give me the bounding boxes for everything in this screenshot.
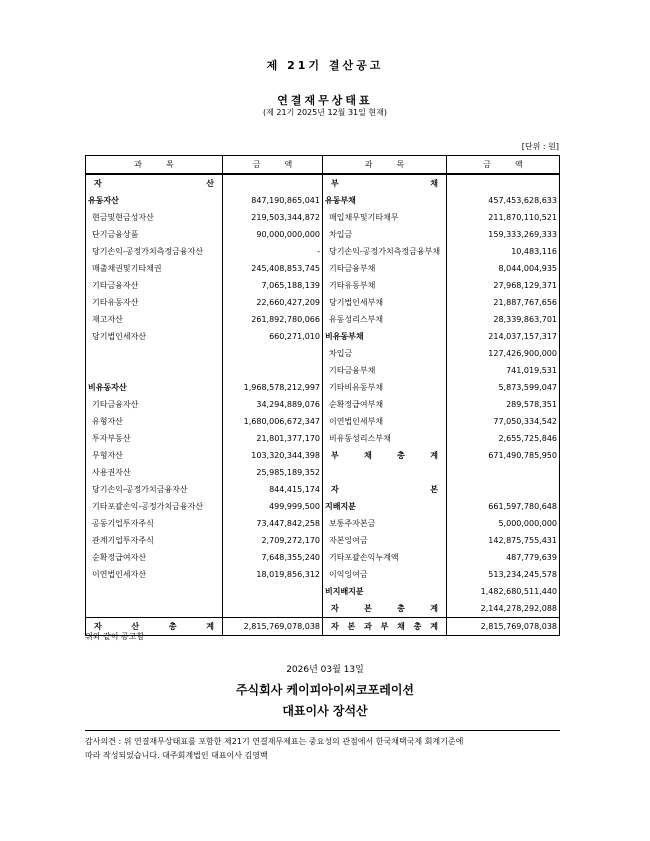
liability-amount: 28,339,863,701 (447, 311, 560, 328)
asset-account: 현금및현금성자산 (92, 212, 154, 222)
liability-account: 기타비유동부채 (323, 379, 447, 396)
table-row (86, 294, 560, 311)
label-char: 자 (94, 621, 102, 631)
asset-amount: 261,892,780,066 (223, 311, 323, 328)
asset-account (86, 174, 223, 192)
liability-account: 이연법인세부채 (323, 413, 447, 430)
asset-amount (223, 362, 323, 379)
label-char: 부 (331, 178, 339, 188)
asset-account: 재고자산 (92, 314, 123, 324)
header-amount-right: 금 액 (447, 156, 560, 175)
label-char: 자 (331, 621, 339, 631)
notice-note: 위와 같이 공고함 (85, 632, 145, 641)
liability-amount: 2,144,278,292,088 (447, 600, 560, 618)
label-char: 총 (397, 603, 405, 613)
table-row (86, 311, 560, 328)
liability-amount: 289,578,351 (447, 396, 560, 413)
table-row (86, 566, 560, 583)
label-char: 채 (397, 621, 405, 631)
spread-label (325, 482, 444, 498)
asset-amount: 103,320,344,398 (223, 447, 323, 464)
label-char: 총 (168, 621, 177, 631)
liability-amount: 8,044,004,935 (447, 260, 560, 277)
liability-account (323, 447, 447, 464)
asset-amount: 73,447,842,258 (223, 515, 323, 532)
liability-account (323, 174, 447, 192)
liability-account: 기타유동부채 (323, 277, 447, 294)
asset-account: 기타금융자산 (92, 280, 139, 290)
label-char: 본 (364, 603, 372, 613)
table-row (86, 549, 560, 566)
asset-amount (223, 600, 323, 618)
spread-label (325, 619, 444, 635)
table-row (86, 277, 560, 294)
unit-label: [단위 : 원] (521, 142, 559, 151)
table-row (86, 362, 560, 379)
liability-amount: 21,887,767,656 (447, 294, 560, 311)
liability-account: 비유동부채 (323, 328, 447, 345)
label-char: 자 (331, 484, 339, 494)
asset-amount: 34,294,889,076 (223, 396, 323, 413)
asset-amount: - (223, 243, 323, 260)
balance-sheet-table (85, 155, 560, 636)
asset-amount: 2,815,769,078,038 (223, 618, 323, 636)
liability-amount (447, 481, 560, 498)
asset-account: 공동기업투자주식 (92, 518, 154, 528)
table-row (86, 260, 560, 277)
asset-account: 유동자산 (88, 195, 119, 205)
asset-amount (223, 345, 323, 362)
company-name: 주식회사 케이피아이씨코포레이션 (235, 683, 415, 697)
spread-label (88, 176, 220, 192)
liability-account: 차입금 (323, 226, 447, 243)
liability-account (323, 618, 447, 636)
liability-account (323, 481, 447, 498)
label-char: 총 (397, 450, 405, 460)
label-char: 자 (94, 178, 102, 188)
label-char: 부 (380, 621, 389, 631)
ceo-name: 대표이사 장석산 (282, 704, 368, 718)
liability-account: 기타금융부채 (323, 260, 447, 277)
asset-amount: 847,190,865,041 (223, 192, 323, 209)
asset-account: 유형자산 (92, 416, 123, 426)
table-row (86, 345, 560, 362)
label-char: 채 (430, 178, 438, 188)
table-row (86, 464, 560, 481)
liability-amount: 159,333,269,333 (447, 226, 560, 243)
table-row (86, 532, 560, 549)
asset-account: 당기손익-공정가치금융자산 (92, 484, 188, 494)
asset-account: 사용권자산 (92, 467, 131, 477)
label-char: 과 (364, 621, 372, 631)
liability-account: 보통주자본금 (323, 515, 447, 532)
table-row (86, 192, 560, 209)
spread-label (325, 448, 444, 464)
label-char: 산 (206, 178, 214, 188)
table-row (86, 243, 560, 260)
asset-amount: 660,271,010 (223, 328, 323, 345)
asset-amount: 1,968,578,212,997 (223, 379, 323, 396)
table-row (86, 583, 560, 600)
table-row (86, 447, 560, 464)
liability-amount: 5,873,599,047 (447, 379, 560, 396)
table-row (86, 226, 560, 243)
liability-amount: 211,870,110,521 (447, 209, 560, 226)
asset-amount: 1,680,006,672,347 (223, 413, 323, 430)
label-char: 자 (331, 603, 339, 613)
asset-amount: 499,999,500 (223, 498, 323, 515)
liability-amount: 77,050,334,542 (447, 413, 560, 430)
table-row (86, 481, 560, 498)
liability-account: 비유동성리스부채 (323, 430, 447, 447)
liability-account: 순확정급여부채 (323, 396, 447, 413)
table-row (86, 430, 560, 447)
asset-amount: 22,660,427,209 (223, 294, 323, 311)
liability-amount: 661,597,780,648 (447, 498, 560, 515)
asset-account: 당기손익-공정가치측정금융자산 (92, 246, 204, 256)
liability-account: 당기손익-공정가치측정금융부채 (323, 243, 447, 260)
asset-amount: 18,019,856,312 (223, 566, 323, 583)
label-char: 계 (430, 603, 438, 613)
liability-account: 유동부채 (323, 192, 447, 209)
liability-amount: 214,037,157,317 (447, 328, 560, 345)
liability-amount: 487,779,639 (447, 549, 560, 566)
spread-label (325, 176, 444, 192)
label-char: 총 (413, 621, 422, 631)
asset-account: 기타금융자산 (92, 399, 139, 409)
liability-account: 지배지분 (323, 498, 447, 515)
liability-account (323, 600, 447, 618)
liability-account: 당기법인세부채 (323, 294, 447, 311)
audit-opinion-line: 감사의견 : 위 연결재무상태표를 포함한 제21기 연결재무제표는 중요성의 관점에서 한국채택국제 회계기준에 (85, 737, 464, 746)
asset-account: 단기금융상품 (92, 229, 139, 239)
asset-account (86, 345, 223, 362)
asset-account: 기타포괄손익-공정가치금융자산 (92, 501, 204, 511)
asset-amount: 245,408,853,745 (223, 260, 323, 277)
liability-amount: 10,483,116 (447, 243, 560, 260)
liability-amount: 2,815,769,078,038 (447, 618, 560, 636)
asset-amount: 844,415,174 (223, 481, 323, 498)
liability-amount: 27,968,129,371 (447, 277, 560, 294)
liability-amount: 5,000,000,000 (447, 515, 560, 532)
asset-account: 순확정급여자산 (92, 552, 147, 562)
liability-amount: 2,655,725,846 (447, 430, 560, 447)
liability-account: 자본잉여금 (323, 532, 447, 549)
asset-account: 투자부동산 (92, 433, 131, 443)
asset-amount (223, 583, 323, 600)
table-row (86, 413, 560, 430)
asset-amount: 7,065,188,139 (223, 277, 323, 294)
label-char: 부 (331, 450, 339, 460)
liability-amount: 1,482,680,511,440 (447, 583, 560, 600)
liability-account: 매입채무및기타채무 (323, 209, 447, 226)
label-char: 계 (430, 621, 438, 631)
statement-title: 연결재무상태표 (277, 94, 373, 107)
header-account-left: 과 목 (86, 156, 223, 175)
audit-opinion-line: 따라 작성되었습니다. 대주회계법인 대표이사 김영백 (85, 751, 268, 760)
asset-account: 무형자산 (92, 450, 123, 460)
statement-period: (제 21기 2025년 12월 31일 현재) (263, 108, 387, 117)
asset-amount (223, 174, 323, 192)
label-char: 계 (206, 621, 214, 631)
spread-label (325, 601, 444, 617)
asset-account: 당기법인세자산 (92, 331, 147, 341)
asset-account (86, 583, 223, 600)
asset-account (86, 600, 223, 618)
label-char: 계 (430, 450, 438, 460)
asset-amount: 7,648,355,240 (223, 549, 323, 566)
table-row (86, 379, 560, 396)
asset-amount: 25,985,189,352 (223, 464, 323, 481)
label-char: 본 (430, 484, 438, 494)
liability-amount: 457,453,628,633 (447, 192, 560, 209)
asset-account: 관계기업투자주식 (92, 535, 154, 545)
liability-account (323, 464, 447, 481)
table-row (86, 396, 560, 413)
header-amount-left: 금 액 (223, 156, 323, 175)
table-row (86, 618, 560, 636)
notice-date: 2026년 03월 13일 (286, 665, 364, 675)
table-row (86, 174, 560, 192)
liability-amount: 142,875,755,431 (447, 532, 560, 549)
table-row (86, 498, 560, 515)
liability-account: 기타포괄손익누계액 (323, 549, 447, 566)
liability-amount: 513,234,245,578 (447, 566, 560, 583)
asset-account (86, 362, 223, 379)
asset-amount: 21,801,377,170 (223, 430, 323, 447)
liability-amount (447, 174, 560, 192)
asset-amount: 2,709,272,170 (223, 532, 323, 549)
asset-amount: 219,503,344,872 (223, 209, 323, 226)
label-char: 채 (364, 450, 372, 460)
table-row (86, 515, 560, 532)
liability-amount (447, 464, 560, 481)
asset-account: 이연법인세자산 (92, 569, 147, 579)
liability-amount: 671,490,785,950 (447, 447, 560, 464)
table-header-row (86, 156, 560, 175)
label-char: 본 (347, 621, 356, 631)
asset-account: 기타유동자산 (92, 297, 139, 307)
liability-account: 기타금융부채 (323, 362, 447, 379)
liability-account: 차입금 (323, 345, 447, 362)
liability-amount: 741,019,531 (447, 362, 560, 379)
asset-amount: 90,000,000,000 (223, 226, 323, 243)
notice-title: 제 21기 결산공고 (266, 59, 384, 72)
asset-account: 비유동자산 (88, 382, 127, 392)
header-account-right: 과 목 (323, 156, 447, 175)
table-row (86, 209, 560, 226)
liability-amount: 127,426,900,000 (447, 345, 560, 362)
liability-account: 유동성리스부채 (323, 311, 447, 328)
liability-account: 비지배지분 (323, 583, 447, 600)
liability-account: 이익잉여금 (323, 566, 447, 583)
table-row (86, 328, 560, 345)
table-row (86, 600, 560, 618)
label-char: 산 (131, 621, 140, 631)
asset-account: 매출채권및기타채권 (92, 263, 162, 273)
audit-opinion (85, 730, 560, 763)
